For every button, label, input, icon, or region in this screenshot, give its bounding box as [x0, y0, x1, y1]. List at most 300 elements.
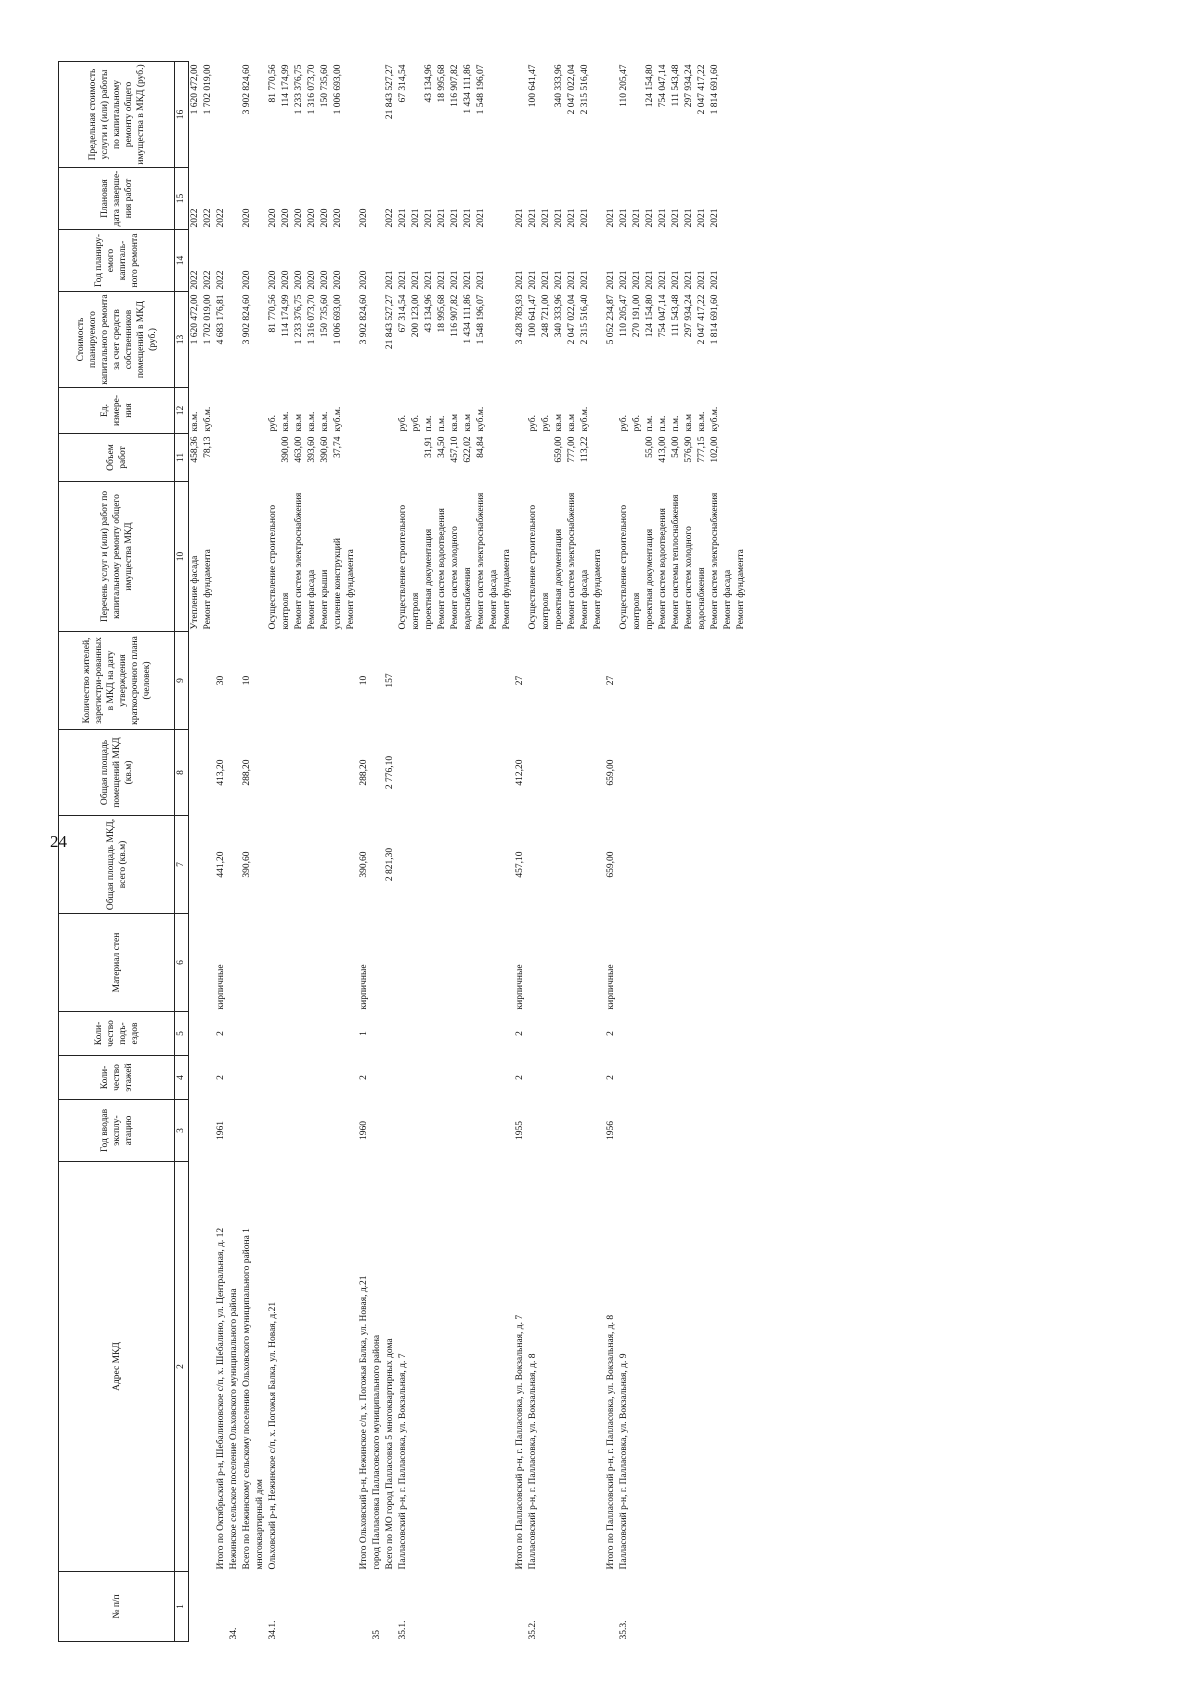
total-area-cell: [371, 816, 384, 914]
planned-date-cell: [228, 168, 241, 230]
table-row: [228, 62, 241, 1642]
unit-item: кв.м: [567, 414, 577, 432]
column-header: Ед. измере-ния: [59, 388, 175, 434]
unit-item: руб.: [619, 415, 629, 432]
unit-item: п.м.: [424, 415, 434, 432]
unit-cell: [371, 388, 384, 434]
cost-value: 3 902 824,60: [242, 294, 252, 345]
work-item: Осуществление строительного контроля: [619, 504, 642, 630]
repair-year-cell: [267, 230, 358, 292]
address-cell: Палласовский р-н, г. Палласовка, ул. Вокзальная, д. 9: [619, 1353, 629, 1570]
repair-year: 2021: [580, 270, 590, 290]
column-header: Стоимость планируемого капитального ремонта за счет средств собственников помещений в МКД (руб.): [59, 292, 175, 388]
premises-area-cell: 288,20: [359, 759, 369, 786]
planned-date: 2021: [645, 208, 655, 228]
work-item: проектная документация: [554, 528, 564, 630]
work-item: Ремонт фундамента: [502, 549, 512, 630]
address-cell: город Палласовка Палласовского муниципального района: [372, 1334, 382, 1570]
cost-cell: [241, 292, 267, 388]
row-number: 34.: [229, 1627, 239, 1640]
works-cell: [514, 482, 527, 632]
volume-cell: [384, 434, 397, 482]
year-built-cell: [241, 1100, 267, 1162]
year-built-cell: [267, 1100, 358, 1162]
max-cost-value: 21 843 527,27: [385, 64, 395, 120]
cost-cell: [189, 292, 216, 388]
unit-cell: [215, 388, 228, 434]
max-cost-value: 1 006 693,00: [333, 64, 343, 115]
row-number: [605, 1572, 618, 1642]
cost-value: 4 683 176,81: [216, 294, 226, 345]
address-cell: Ольховский р-н, Нежинское с/п, х. Погожья Балка, ул. Новая, д.21: [268, 1301, 278, 1570]
floors-cell: [384, 1056, 397, 1100]
unit-item: кв.м.: [697, 411, 707, 432]
address-cell: Палласовский р-н, г. Палласовка, ул. Вокзальная, д. 8: [528, 1353, 538, 1570]
volume-cell: [228, 434, 241, 482]
planned-date: 2021: [528, 208, 538, 228]
repair-year: 2022: [190, 270, 200, 290]
year-built-cell: [371, 1100, 384, 1162]
floors-cell: 2: [606, 1075, 616, 1080]
column-header: Объем работ: [59, 434, 175, 482]
premises-area-cell: [267, 730, 358, 816]
repair-year: 2021: [710, 270, 720, 290]
planned-date: 2021: [554, 208, 564, 228]
work-item: Ремонт системы теплоснабжения: [671, 494, 681, 630]
cost-value: 1 434 111,86: [463, 294, 473, 344]
repair-year: 2021: [619, 270, 629, 290]
repair-year-cell: [189, 230, 216, 292]
cost-cell: [358, 292, 371, 388]
column-header: Перечень услуг и (или) работ по капитальному ремонту общего имущества МКД: [59, 482, 175, 632]
works-cell: [605, 482, 618, 632]
repair-year-cell: [527, 230, 605, 292]
work-item: Утепление фасада: [190, 555, 200, 630]
column-header: Адрес МКД: [59, 1162, 175, 1572]
work-volume: 463,00: [294, 436, 304, 463]
cost-value: 200 123,00: [411, 294, 421, 338]
unit-item: куб.м.: [710, 406, 720, 432]
cost-value: 111 543,48: [671, 294, 681, 337]
table-row: [397, 62, 514, 1642]
planned-date: 2021: [619, 208, 629, 228]
planned-date: 2021: [398, 208, 408, 228]
floors-cell: [189, 1056, 216, 1100]
unit-item: кв.м: [554, 414, 564, 432]
cost-value: 3 428 783,93: [515, 294, 525, 345]
work-item: Ремонт систем электроснабжения: [567, 492, 577, 630]
column-number: 9: [175, 632, 189, 730]
row-number: 35.3.: [619, 1620, 629, 1640]
column-header: Год вводав эксплу-атацию: [59, 1100, 175, 1162]
work-volume: [267, 437, 280, 480]
unit-cell: [241, 388, 267, 434]
volume-cell: [618, 434, 748, 482]
works-cell: [358, 482, 371, 632]
column-number: 6: [175, 914, 189, 1012]
planned-date: 2022: [203, 208, 213, 228]
repair-year: 2020: [307, 270, 317, 290]
entrances-cell: [618, 1012, 748, 1056]
repair-year-cell: [358, 230, 371, 292]
max-cost-value: 2 047 022,04: [567, 64, 577, 115]
repair-year-cell: [514, 230, 527, 292]
unit-item: кв.м.: [190, 411, 200, 432]
unit-cell: [605, 388, 618, 434]
work-volume: 659,00: [554, 436, 564, 463]
column-number: 5: [175, 1012, 189, 1056]
repair-year: 2021: [476, 270, 486, 290]
cost-value: 2 047 022,04: [567, 294, 577, 345]
column-number: 4: [175, 1056, 189, 1100]
column-number: 15: [175, 168, 189, 230]
cost-cell: [397, 292, 514, 388]
work-item: Осуществление строительного контроля: [528, 504, 551, 630]
planned-date: 2020: [268, 208, 278, 228]
column-header: Количество жителей, зарегистри-рованных в МКД на дату утверждения краткосрочного плана (человек): [59, 632, 175, 730]
unit-cell: [189, 388, 216, 434]
residents-cell: 27: [606, 675, 616, 686]
planned-date: 2021: [567, 208, 577, 228]
table-row: [527, 62, 605, 1642]
unit-item: куб.м.: [203, 406, 213, 432]
unit-item: куб.м.: [333, 406, 343, 432]
max-cost-value: [631, 65, 644, 166]
work-volume: 457,10: [450, 436, 460, 463]
work-volume: 37,74: [333, 436, 343, 458]
planned-date: 2021: [463, 208, 473, 228]
column-number: 12: [175, 388, 189, 434]
work-volume: 393,60: [307, 436, 317, 463]
unit-item: руб.: [528, 415, 538, 432]
wall-material-cell: [527, 914, 605, 1012]
premises-area-cell: 412,20: [515, 759, 525, 786]
repair-year: 2021: [697, 270, 707, 290]
premises-area-cell: [618, 730, 748, 816]
unit-cell: [384, 388, 397, 434]
max-cost-value: 297 934,24: [684, 64, 694, 108]
premises-area-cell: 413,20: [216, 759, 226, 786]
address-cell: Итого по Октябрьский р-н, Шебалиновское с/п, х. Шебалино, ул. Центральная, д. 12: [216, 1227, 226, 1570]
repair-year: 2021: [606, 270, 616, 290]
max-cost-value: [540, 65, 553, 166]
entrances-cell: [228, 1012, 241, 1056]
cost-value: 1 233 376,75: [294, 294, 304, 345]
cost-value: 67 314,54: [398, 294, 408, 333]
repair-year-cell: [241, 230, 267, 292]
works-cell: [267, 482, 358, 632]
max-cost-cell: [514, 62, 527, 168]
work-item: Ремонт систем электроснабжения: [710, 492, 720, 630]
work-volume: 413,00: [658, 436, 668, 463]
row-number: [358, 1572, 371, 1642]
unit-item: кв.м: [294, 414, 304, 432]
total-area-cell: [267, 816, 358, 914]
entrances-cell: 2: [216, 1031, 226, 1036]
cost-value: 754 047,14: [658, 294, 668, 338]
work-item: Осуществление строительного контроля: [268, 504, 291, 630]
volume-cell: [215, 434, 228, 482]
work-item: Ремонт систем холодного водоснабжения: [684, 526, 707, 630]
column-number: 14: [175, 230, 189, 292]
column-header: Материал стен: [59, 914, 175, 1012]
work-volume: 777,00: [567, 436, 577, 463]
unit-cell: [267, 388, 358, 434]
wall-material-cell: [618, 914, 748, 1012]
repair-year: 2021: [554, 270, 564, 290]
work-volume: 31,91: [424, 436, 434, 458]
total-area-cell: [618, 816, 748, 914]
works-cell: [527, 482, 605, 632]
floors-cell: [241, 1056, 267, 1100]
work-item: Ремонт систем электроснабжения: [476, 492, 486, 630]
column-header: Плановая дата заверше-ния работ: [59, 168, 175, 230]
work-item: Ремонт систем холодного водоснабжения: [450, 526, 473, 630]
work-volume: 390,00: [281, 436, 291, 463]
table-body: [189, 62, 749, 1642]
planned-date: 2020: [333, 208, 343, 228]
cost-cell: [618, 292, 748, 388]
entrances-cell: [527, 1012, 605, 1056]
total-area-cell: [527, 816, 605, 914]
premises-area-cell: [397, 730, 514, 816]
planned-date: 2022: [216, 208, 226, 228]
wall-material-cell: [189, 914, 216, 1012]
planned-date: 2021: [684, 208, 694, 228]
planned-date: 2021: [697, 208, 707, 228]
volume-cell: [371, 434, 384, 482]
volume-cell: [358, 434, 371, 482]
repair-year: 2021: [437, 270, 447, 290]
work-volume: [527, 437, 540, 480]
floors-cell: [527, 1056, 605, 1100]
repair-year: 2021: [658, 270, 668, 290]
year-built-cell: [618, 1100, 748, 1162]
max-cost-value: 67 314,54: [398, 64, 408, 103]
entrances-cell: [397, 1012, 514, 1056]
cost-value: 124 154,80: [645, 294, 655, 338]
cost-value: 248 721,00: [541, 294, 551, 338]
table-row: [384, 62, 397, 1642]
unit-item: кв.м: [463, 414, 473, 432]
cost-value: 1 316 073,70: [307, 294, 317, 345]
premises-area-cell: 288,20: [242, 759, 252, 786]
table-row: [514, 62, 527, 1642]
column-header: Предельная стоимость услуги и (или) работы по капитальному ремонту общего имущества в МКД (руб.): [59, 62, 175, 168]
planned-date: 2020: [242, 208, 252, 228]
entrances-cell: [267, 1012, 358, 1056]
row-number: [189, 1572, 216, 1642]
residents-cell: [228, 632, 241, 730]
volume-cell: [605, 434, 618, 482]
cost-value: 21 843 527,27: [385, 294, 395, 350]
cost-cell: [605, 292, 618, 388]
unit-item: руб.: [398, 415, 408, 432]
planned-date-cell: [514, 168, 527, 230]
row-number: [241, 1572, 267, 1642]
max-cost-cell: [358, 62, 371, 168]
volume-cell: [527, 434, 605, 482]
residents-cell: [371, 632, 384, 730]
entrances-cell: [384, 1012, 397, 1056]
unit-item: руб.: [541, 415, 551, 432]
work-item: Ремонт фасада: [580, 569, 590, 630]
volume-cell: [241, 434, 267, 482]
cost-value: 100 641,47: [528, 294, 538, 338]
planned-date-cell: [189, 168, 216, 230]
repair-year: 2021: [684, 270, 694, 290]
repair-year: 2021: [398, 270, 408, 290]
works-cell: [215, 482, 228, 632]
residents-cell: 157: [385, 673, 395, 688]
repair-year: 2021: [645, 270, 655, 290]
repair-year: 2021: [567, 270, 577, 290]
planned-date: 2020: [359, 208, 369, 228]
floors-cell: [397, 1056, 514, 1100]
repair-year: 2021: [541, 270, 551, 290]
address-cell: Всего по Нежинскому сельскому поселению Ольховского муниципального района 1 многоквартирный дом: [242, 1228, 265, 1570]
max-cost-value: 3 902 824,60: [242, 64, 252, 115]
max-cost-value: 2 047 417,22: [697, 64, 707, 115]
work-volume: 102,00: [710, 436, 720, 463]
max-cost-value: 1 316 073,70: [307, 64, 317, 115]
cost-value: 1 814 691,60: [710, 294, 720, 345]
works-cell: [241, 482, 267, 632]
premises-area-cell: 659,00: [606, 759, 616, 786]
max-cost-value: 2 315 516,40: [580, 64, 590, 115]
max-cost-value: 150 735,60: [320, 64, 330, 108]
entrances-cell: [241, 1012, 267, 1056]
total-area-cell: [228, 816, 241, 914]
unit-cell: [228, 388, 241, 434]
repair-year: 2022: [216, 270, 226, 290]
total-area-cell: [397, 816, 514, 914]
floors-cell: 2: [515, 1075, 525, 1080]
max-cost-value: 340 333,96: [554, 64, 564, 108]
max-cost-value: 43 134,96: [424, 64, 434, 103]
cost-cell: [228, 292, 241, 388]
cost-value: 1 548 196,07: [476, 294, 486, 345]
work-volume: 113,22: [580, 436, 590, 463]
work-item: проектная документация: [645, 528, 655, 630]
work-item: Ремонт систем водоотведения: [658, 508, 668, 630]
repair-year: 2020: [242, 270, 252, 290]
max-cost-cell: [605, 62, 618, 168]
cost-cell: [267, 292, 358, 388]
year-built-cell: [384, 1100, 397, 1162]
max-cost-cell: [241, 62, 267, 168]
max-cost-value: 1 233 376,75: [294, 64, 304, 115]
wall-material-cell: кирпичные: [359, 964, 369, 1010]
volume-cell: [397, 434, 514, 482]
repair-year-cell: [397, 230, 514, 292]
max-cost-value: 754 047,14: [658, 64, 668, 108]
planned-date: 2020: [294, 208, 304, 228]
repair-year: 2020: [333, 270, 343, 290]
planned-date-cell: [241, 168, 267, 230]
repair-year: 2021: [411, 270, 421, 290]
residents-cell: 10: [242, 675, 252, 686]
column-number: 7: [175, 816, 189, 914]
unit-item: п.м.: [658, 415, 668, 432]
table-row: [371, 62, 384, 1642]
work-volume: [410, 437, 423, 480]
max-cost-value: 110 205,47: [619, 64, 629, 107]
repair-year-cell: [618, 230, 748, 292]
planned-date: 2021: [671, 208, 681, 228]
column-number: 2: [175, 1162, 189, 1572]
repair-year: 2020: [359, 270, 369, 290]
repair-year-cell: [605, 230, 618, 292]
volume-cell: [189, 434, 216, 482]
planned-date-cell: [527, 168, 605, 230]
entrances-cell: [371, 1012, 384, 1056]
entrances-cell: 2: [606, 1031, 616, 1036]
wall-material-cell: [228, 914, 241, 1012]
residents-cell: 10: [359, 675, 369, 686]
column-number: 13: [175, 292, 189, 388]
total-area-cell: 457,10: [515, 851, 525, 878]
floors-cell: [267, 1056, 358, 1100]
wall-material-cell: [267, 914, 358, 1012]
planned-date-cell: [618, 168, 748, 230]
max-cost-cell: [228, 62, 241, 168]
repair-year: 2021: [450, 270, 460, 290]
column-header: Коли-чество подъ-ездов: [59, 1012, 175, 1056]
unit-item: руб.: [268, 415, 278, 432]
max-cost-value: 100 641,47: [528, 64, 538, 108]
floors-cell: [371, 1056, 384, 1100]
wall-material-cell: [384, 914, 397, 1012]
work-volume: [618, 437, 631, 480]
max-cost-value: 124 154,80: [645, 64, 655, 108]
year-built-cell: [228, 1100, 241, 1162]
residents-cell: [397, 632, 514, 730]
cost-value: 2 315 516,40: [580, 294, 590, 345]
cost-value: 1 006 693,00: [333, 294, 343, 345]
total-area-cell: 659,00: [606, 851, 616, 878]
unit-item: кв.м.: [307, 411, 317, 432]
address-cell: [189, 1162, 216, 1572]
address-cell: Итого по Палласовский р-н, г. Палласовка, ул. Вокзальная, д. 8: [606, 1314, 616, 1570]
rotated-table-page: [58, 62, 1028, 1642]
max-cost-cell: [371, 62, 384, 168]
work-item: Осуществление строительного контроля: [398, 504, 421, 630]
planned-date: 2021: [580, 208, 590, 228]
max-cost-value: 1 814 691,60: [710, 64, 720, 115]
cost-value: 340 333,96: [554, 294, 564, 338]
column-number: 3: [175, 1100, 189, 1162]
work-item: Ремонт фундамента: [736, 549, 746, 630]
planned-date: 2020: [281, 208, 291, 228]
total-area-cell: 441,20: [216, 851, 226, 878]
work-volume: 777,15: [697, 436, 707, 463]
wall-material-cell: кирпичные: [606, 964, 616, 1010]
wall-material-cell: [397, 914, 514, 1012]
work-volume: 622,02: [463, 436, 473, 463]
max-cost-cell: [215, 62, 228, 168]
wall-material-cell: кирпичные: [515, 964, 525, 1010]
planned-date-cell: [397, 168, 514, 230]
cost-value: 110 205,47: [619, 294, 629, 337]
year-built-cell: [397, 1100, 514, 1162]
work-item: Ремонт систем водоотведения: [437, 508, 447, 630]
table-row: [267, 62, 358, 1642]
planned-date: 2020: [320, 208, 330, 228]
planned-date: 2021: [476, 208, 486, 228]
unit-cell: [527, 388, 605, 434]
work-item: Ремонт фасада: [723, 569, 733, 630]
